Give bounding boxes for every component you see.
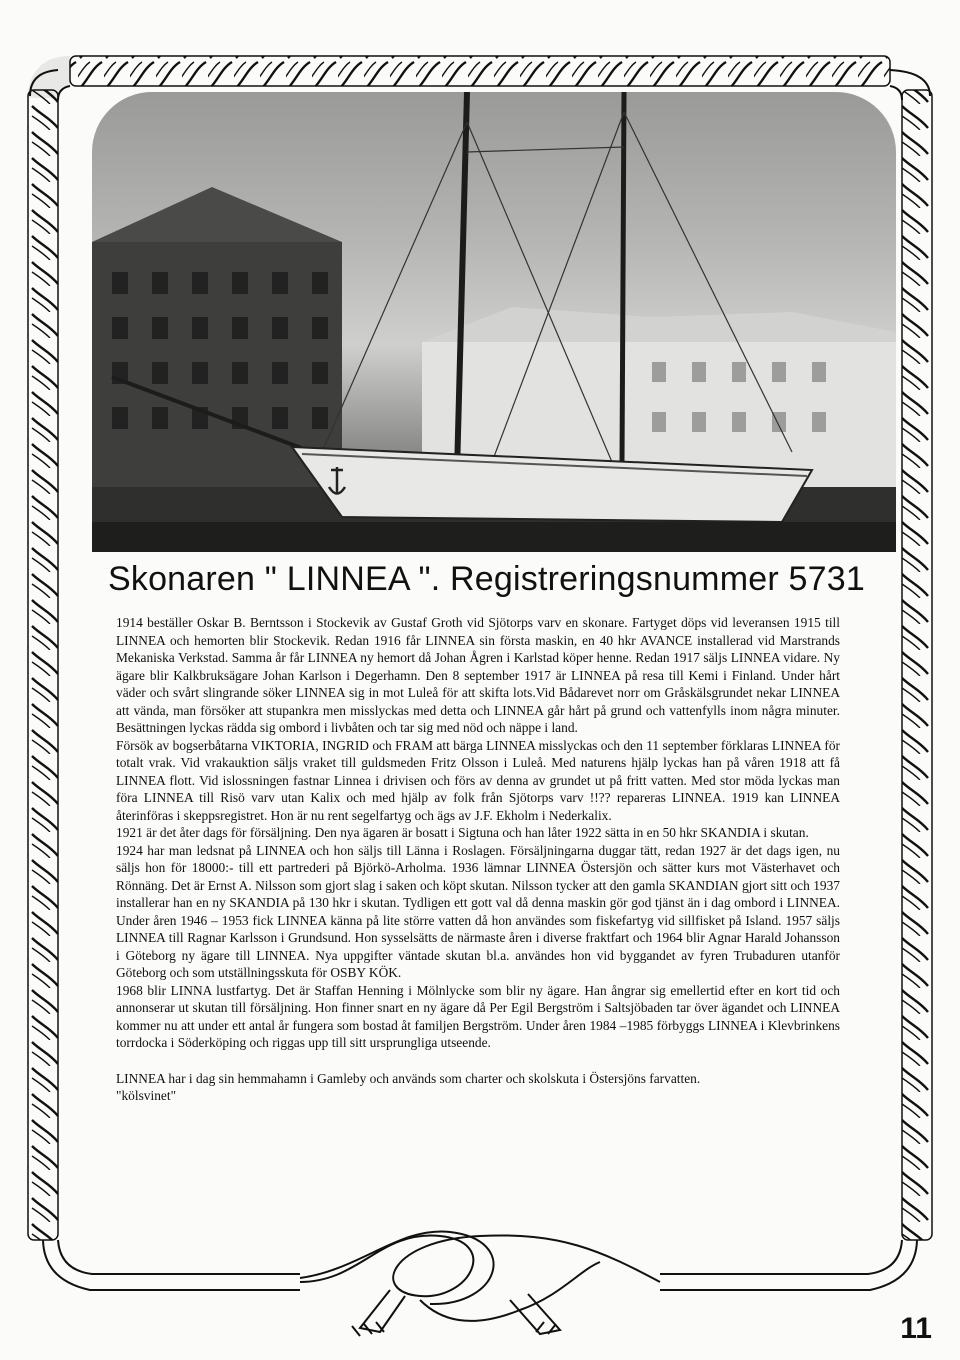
rope-knot-icon [300, 1231, 660, 1336]
paragraph-closing: LINNEA har i dag sin hemmahamn i Gamleby och används som charter och skolskuta i Östersjöns farvatten. [116, 1070, 701, 1086]
paragraph-salvage: Försök av bogserbåtarna VIKTORIA, INGRID och FRAM att bärga LINNEA misslyckas och den 11 september förklaras LINNEA för totalt vrak. Vid vrakauktion säljs vraket till guldsmeden Fritz Olsson i Luleå. Med naturens hjälp lyckas han på våren 1918 att få LINNEA flott. Vid islossningen fastnar Linnea i drivisen och förs av denna av grundet ut på fritt vatten. Med stor möda lyckas man föra LINNEA till Risö varv utan Kalix och med hjälp av folk från Sjötorps varv !!?? repareras LINNEA. 1919 kan LINNEA återinföras i skeppsregistret. Hon är nu rent segelfartyg och ägs av J.F. Ekholm i Nederkalix. [116, 737, 840, 823]
paragraph-1914: 1914 beställer Oskar B. Berntsson i Stockevik av Gustaf Groth vid Sjötorps varv en skonare. Fartyget döps vid leveransen 1915 till LINNEA och hemorten blir Stockevik. Redan 1916 får LINNEA sin första maskin, en 40 hkr AVANCE installerad vid Marstrands Mekaniska Verkstad. Samma år får LINNEA ny hemort då Johan Ågren i Karlstad köper henne. Redan 1917 säljs LINNEA vidare. Ny ägare blir Kalkbruksägare Johan Karlson i Degerhamn. Den 8 september 1917 är LINNEA på resa till Kemi i Finland. Under hårt väder och svårt slingrande söker LINNEA sig in mot Luleå för att skifta lots.Vid Bådarevet norr om Gråskälsgrundet nekar LINNEA att vända, man försöker att stupankra men misslyckas med detta och LINNEA går hårt på grund och vattenfylls inom några minuter. Besättningen lyckas rädda sig ombord i livbåten och tar sig med nöd och näppe i land. [116, 615, 840, 735]
article-title: Skonaren " LINNEA ". Registreringsnummer 5731 [108, 560, 865, 598]
paragraph-1924: 1924 har man ledsnat på LINNEA och hon säljs till Länna i Roslagen. Försäljningarna duggar tätt, redan 1927 är det dags igen, nu säljs hon för 18000:- till ett partrederi på Björkö-Arholma. 1936 lämnar LINNEA Östersjön och sätter kurs mot Västerhavet och Rönnäng. Det är Ernst A. Nilsson som gjort slag i saken och köpt skutan. Nilsson tycker att den gamla SKANDIAN gjort sitt och 1937 installerar han en ny SKANDIA på 130 hkr i skutan. Tydligen ett gott val då denna maskin gör god tjänst än i dag ombord i LINNEA. Under åren 1946 – 1953 fick LINNEA känna på lite större vatten då hon användes som fiskefartyg vid sillfisket på Island. 1957 säljs LINNEA till Ragnar Karlsson i Grundsund. Hon sysselsätts de närmaste åren i diverse fraktfart och 1964 blir Agnar Harald Johansson i Göteborg ny ägare till LINNEA. Nya uppgifter väntade skutan bl.a. användes hon vid byggandet av fyren Trubaduren utanför Göteborg och som utställningsskuta för OSBY KÖK. [116, 842, 840, 980]
paragraph-1968: 1968 blir LINNA lustfartyg. Det är Staffan Henning i Mölnlycke som blir ny ägare. Han ångrar sig emellertid efter en kort tid och annonserar ut skutan till försäljning. Hon finner snart en ny ägare då Per Egil Bergström i Saltsjöbaden tar över ägandet och LINNEA kommer nu att under ett antal år fungera som bostad åt familjen Bergström. Under åren 1984 –1985 förbyggs LINNEA i Klevbrinkens torrdocka i Söderköping och riggas upp till sitt ursprungliga utseende. [116, 982, 840, 1050]
paragraph-1921: 1921 är det åter dags för försäljning. Den nya ägaren är bosatt i Sigtuna och han låter 1922 sätta in en 50 hkr SKANDIA i skutan. [116, 825, 809, 840]
author-signature: "kölsvinet" [116, 1088, 177, 1103]
article-body [116, 614, 840, 1105]
schooner-photo [92, 92, 896, 552]
page-number: 11 [900, 1312, 932, 1345]
